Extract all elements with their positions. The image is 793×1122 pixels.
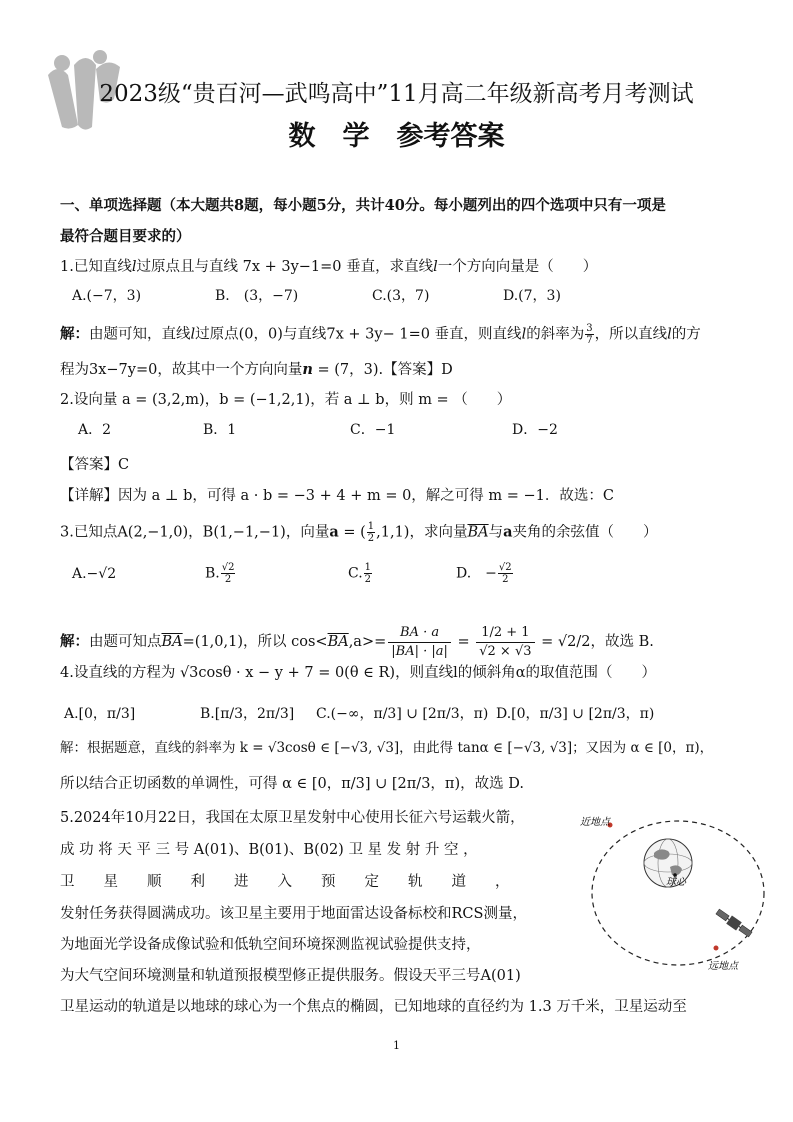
question-5-line5: 为地面光学设备成像试验和低轨空间环境探测监视试验提供支持，: [60, 937, 481, 953]
document-title: 2023级“贵百河—武鸣高中”11月高二年级新高考月考测试: [99, 81, 694, 107]
earth-center-label: 球心: [666, 877, 686, 888]
question-4-solution-line2: 所以结合正切函数的单调性，可得 α ∈ [0，π/3] ∪ [2π/3，π)，故选 D.: [60, 776, 524, 792]
apogee-label: 远地点: [708, 961, 738, 972]
question-2-option-c: C．−1: [350, 422, 396, 438]
section-heading-line1: 一、单项选择题（本大题共8题，每小题5分，共计40分。每小题列出的四个选项中只有一项是: [60, 197, 666, 214]
section-heading-line2: 最符合题目要求的）: [60, 228, 191, 245]
perigee-label: 近地点: [580, 817, 610, 828]
question-1-option-d: D.(7，3): [503, 288, 561, 304]
question-3-option-d: D. − $\frac{√2}{2}$: [456, 562, 512, 585]
question-5-line4: 发射任务获得圆满成功。该卫星主要用于地面雷达设备标校和RCS测量，: [60, 906, 527, 922]
question-2-option-d: D．−2: [512, 422, 558, 438]
question-4-option-a: A.[0，π/3]: [64, 706, 136, 722]
question-1-stem: 1.已知直线l过原点且与直线 7x + 3y−1=0 垂直，求直线l一个方向向量是（ ）: [60, 259, 598, 275]
orbit-diagram: [578, 805, 768, 975]
question-2-option-b: B．1: [203, 422, 237, 438]
question-4-option-b: B.[π/3，2π/3]: [200, 706, 295, 722]
satellite-icon: [715, 907, 754, 938]
apogee-point: [714, 946, 719, 951]
document-subtitle: 数 学 参考答案: [288, 121, 505, 152]
question-2-answer: 【答案】C: [60, 457, 130, 473]
question-1-option-c: C.(3，7): [372, 288, 430, 304]
question-3-option-b: B. $\frac{√2}{2}$: [205, 562, 235, 585]
question-3-option-a: A.−√2: [72, 566, 117, 582]
question-1-option-a: A.(−7，3): [72, 288, 142, 304]
question-1-solution-line2: 程为3x−7y=0，故其中一个方向向量n = (7，3).【答案】D: [60, 361, 453, 378]
question-4-solution-line1: 解：根据题意，直线的斜率为 k = √3cosθ ∈ [−√3, √3]，由此得 tanα ∈ [−√3, √3]；又因为 α ∈ [0，π)，: [60, 740, 714, 756]
question-3-solution: 解：由题可知点$\overline{BA}=(1,0,1)$，所以 $\cos<\overline{BA},a>=$ $\frac{BA \cdot a}{|BA| \cdot |a|}$ = $\frac{1/2 + 1}{√2 \times √3}$ = √2/2，故选 B.: [60, 624, 654, 659]
question-5-line1: 5.2024年10月22日，我国在太原卫星发射中心使用长征六号运载火箭，: [60, 810, 525, 826]
page-number: 1: [393, 1039, 400, 1052]
question-2-option-a: A．2: [78, 422, 112, 438]
question-5-line2: 成 功 将 天 平 三 号 A(01)、B(01)、B(02) 卫 星 发 射 升 空 ，: [60, 842, 478, 858]
question-1-option-b: B. (3，−7): [215, 288, 299, 304]
question-2-detail: 【详解】因为 a ⊥ b，可得 a · b = −3 + 4 + m = 0，解之可得 m = −1．故选：C: [60, 488, 614, 504]
question-5-line6: 为大气空间环境测量和轨道预报模型修正提供服务。假设天平三号A(01): [60, 968, 521, 984]
question-3-option-c: C. $\frac{1}{2}$: [348, 562, 372, 585]
question-1-solution-line1: 解：由题可知，直线l过原点(0，0)与直线7x + 3y− 1=0 垂直，则直线l的斜率为 $\frac{3}{7}$ ，所以直线l的方: [60, 323, 701, 346]
question-5-line7: 卫星运动的轨道是以地球的球心为一个焦点的椭圆，已知地球的直径约为 1.3 万千米，卫星运动至: [60, 999, 687, 1015]
question-4-stem: 4.设直线的方程为 √3cosθ · x − y + 7 = 0(θ ∈ R)，则直线l的倾斜角α的取值范围（ ）: [60, 665, 657, 681]
question-2-stem: 2.设向量 a = (3,2,m)，b = (−1,2,1)，若 a ⊥ b，则 m = （ ）: [60, 392, 512, 408]
question-4-option-c: C.(−∞，π/3] ∪ [2π/3，π): [316, 706, 489, 722]
question-3-stem: 3.已知点A(2,−1,0)，B(1,−1,−1)，向量a = ( $\frac{1}{2}$ ,1,1)，求向量$\overline{BA}$与a夹角的余弦值（ ）: [60, 521, 658, 544]
question-4-option-d: D.[0，π/3] ∪ [2π/3，π): [496, 706, 655, 722]
question-5-line3: 卫 星 顺 利 进 入 预 定 轨 道 ，: [60, 874, 510, 890]
